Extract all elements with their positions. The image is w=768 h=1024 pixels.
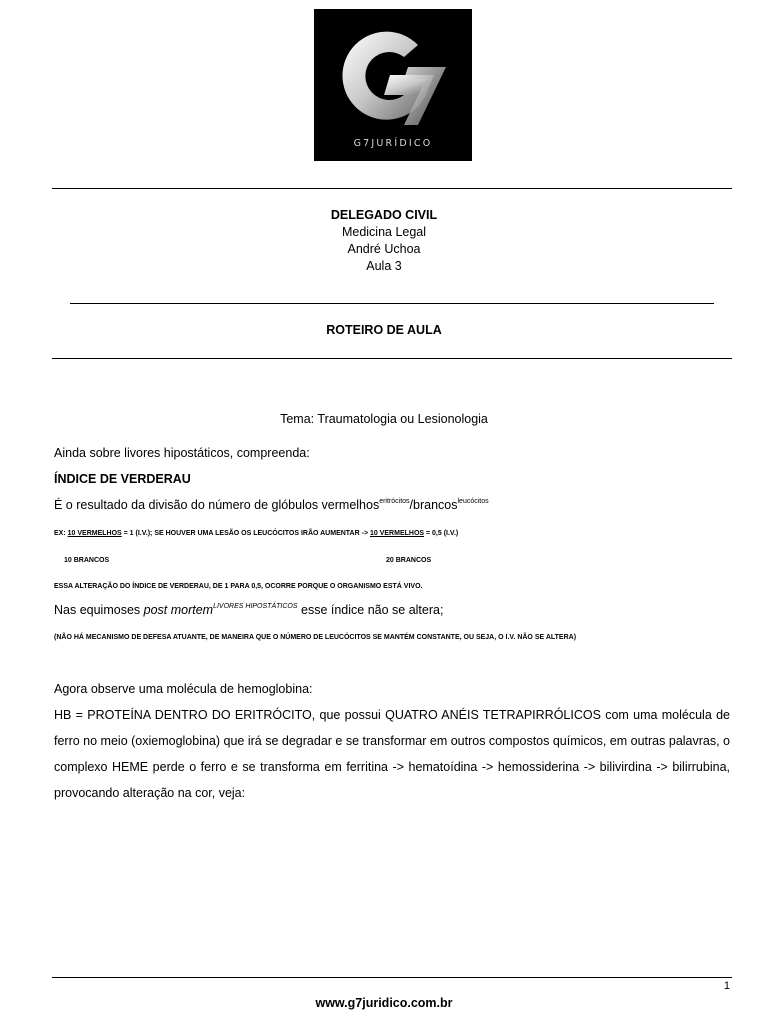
tema-heading: Tema: Traumatologia ou Lesionologia: [280, 412, 488, 426]
eritrocitos-sup: eritrócitos: [379, 498, 410, 505]
alteracao-note: ESSA ALTERAÇÃO DO ÍNDICE DE VERDERAU, DE 1 PARA 0,5, OCORRE PORQUE O ORGANISMO ESTÁ VIVO.: [54, 583, 423, 590]
logo: [314, 9, 472, 161]
header-rule-top: [52, 188, 732, 189]
indice-title: ÍNDICE DE VERDERAU: [54, 472, 191, 486]
leucocitos-sup: leucócitos: [457, 498, 489, 505]
resultado-text: É o resultado da divisão do número de glóbulos vermelhos: [54, 498, 380, 512]
header-rule-bottom: [52, 358, 732, 359]
teacher-name: André Uchoa: [347, 242, 421, 256]
ex-line: [54, 530, 458, 537]
page-number: 1: [723, 980, 730, 992]
header-rule-middle: [70, 303, 714, 304]
subject-title: Medicina Legal: [341, 225, 427, 239]
hb-paragraph: HB = PROTEÍNA DENTRO DO ERITRÓCITO, que possui QUATRO ANÉIS TETRAPIRRÓLICOS com uma molécula de ferro no meio (oxiemoglobina) que irá se degradar e se transformar em outros compostos químicos, em outras palavras, o complexo HEME perde o ferro e se transforma em ferritina -> hematoídina -> hemossiderina -> bilivirdina -> bilirrubina, provocando alteração na cor, veja:: [54, 708, 731, 800]
ex-prefix: EX:: [54, 530, 68, 537]
equimoses-line: [54, 603, 443, 617]
resultado-line: [54, 498, 489, 512]
brancos-20: 20 BRANCOS: [386, 557, 432, 564]
section-title: ROTEIRO DE AULA: [326, 323, 442, 337]
brancos-text: /brancos: [409, 498, 458, 512]
lesson-number: Aula 3: [366, 259, 402, 273]
brancos-10: 10 BRANCOS: [64, 557, 110, 564]
equimoses-prefix: Nas equimoses: [54, 603, 144, 617]
logo-text: G7JURÍDICO: [353, 138, 433, 149]
course-title: DELEGADO CIVIL: [330, 208, 438, 222]
post-mortem: post mortem: [143, 603, 214, 617]
nao-ha-note: (NÃO HÁ MECANISMO DE DEFESA ATUANTE, DE MANEIRA QUE O NÚMERO DE LEUCÓCITOS SE MANTÉM CONSTANTE, OU SEJA, O I.V. NÃO SE ALTERA): [54, 634, 577, 641]
equimoses-suffix: esse índice não se altera;: [297, 603, 444, 617]
livores-sup: LIVORES HIPOSTÁTICOS: [213, 603, 298, 610]
footer-rule: [52, 977, 732, 978]
footer-url[interactable]: www.g7juridico.com.br: [315, 996, 453, 1010]
intro-text: Ainda sobre livores hipostáticos, compreenda:: [54, 446, 310, 460]
ex-vermelhos-1: 10 VERMELHOS: [67, 530, 122, 537]
agora-text: Agora observe uma molécula de hemoglobina:: [54, 682, 313, 696]
ex-suffix: = 0,5 (I.V.): [424, 530, 459, 537]
ex-middle: = 1 (I.V.); SE HOUVER UMA LESÃO OS LEUCÓCITOS IRÃO AUMENTAR ->: [121, 530, 370, 537]
ex-vermelhos-2: 10 VERMELHOS: [369, 530, 425, 537]
